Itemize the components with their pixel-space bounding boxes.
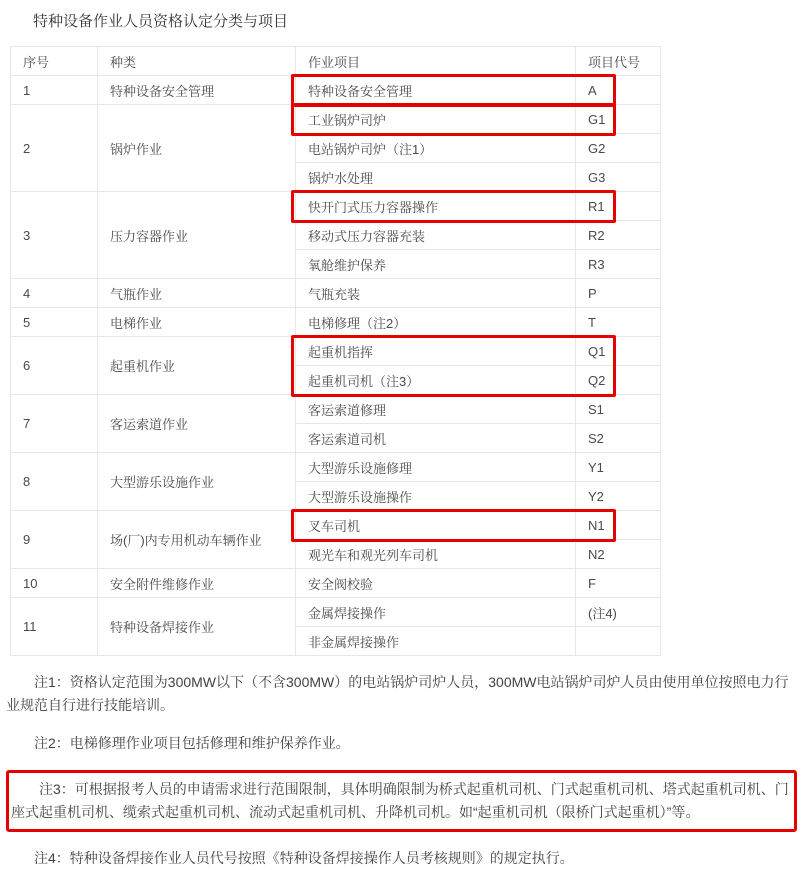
cell-code: F xyxy=(576,569,661,598)
cell-project: 锅炉水处理 xyxy=(296,163,576,192)
cell-code: S1 xyxy=(576,395,661,424)
column-header: 项目代号 xyxy=(576,47,661,76)
cell-project: 特种设备安全管理 xyxy=(296,76,576,105)
cell-category: 特种设备焊接作业 xyxy=(98,598,296,656)
cell-code: G1 xyxy=(576,105,661,134)
cell-code: R3 xyxy=(576,250,661,279)
note-2: 注2：电梯修理作业项目包括修理和维护保养作业。 xyxy=(34,735,350,751)
page-title: 特种设备作业人员资格认定分类与项目 xyxy=(33,13,289,30)
cell-project: 客运索道司机 xyxy=(296,424,576,453)
cell-code: S2 xyxy=(576,424,661,453)
cell-category: 压力容器作业 xyxy=(98,192,296,279)
cell-project: 叉车司机 xyxy=(296,511,576,540)
cell-code: R1 xyxy=(576,192,661,221)
cell-no: 4 xyxy=(11,279,98,308)
cell-code: Y1 xyxy=(576,453,661,482)
cell-code: G3 xyxy=(576,163,661,192)
cell-no: 1 xyxy=(11,76,98,105)
cell-project: 电站锅炉司炉（注1） xyxy=(296,134,576,163)
cell-no: 11 xyxy=(11,598,98,656)
column-header: 序号 xyxy=(11,47,98,76)
cell-no: 3 xyxy=(11,192,98,279)
cell-no: 8 xyxy=(11,453,98,511)
cell-code xyxy=(576,627,661,656)
cell-project: 氧舱维护保养 xyxy=(296,250,576,279)
cell-project: 金属焊接操作 xyxy=(296,598,576,627)
table-row xyxy=(11,279,661,308)
table-row xyxy=(11,395,661,424)
column-header: 作业项目 xyxy=(296,47,576,76)
cell-code: P xyxy=(576,279,661,308)
cell-project: 安全阀校验 xyxy=(296,569,576,598)
cell-no: 5 xyxy=(11,308,98,337)
table-row xyxy=(11,308,661,337)
cell-category: 气瓶作业 xyxy=(98,279,296,308)
cell-project: 大型游乐设施操作 xyxy=(296,482,576,511)
cell-code: G2 xyxy=(576,134,661,163)
table-row xyxy=(11,76,661,105)
cell-project: 快开门式压力容器操作 xyxy=(296,192,576,221)
cell-category: 特种设备安全管理 xyxy=(98,76,296,105)
cell-code: T xyxy=(576,308,661,337)
table-row xyxy=(11,569,661,598)
cell-category: 电梯作业 xyxy=(98,308,296,337)
cell-code: N2 xyxy=(576,540,661,569)
cell-project: 移动式压力容器充装 xyxy=(296,221,576,250)
cell-project: 大型游乐设施修理 xyxy=(296,453,576,482)
cell-project: 客运索道修理 xyxy=(296,395,576,424)
cell-code: A xyxy=(576,76,661,105)
cell-project: 起重机司机（注3） xyxy=(296,366,576,395)
note-3-highlight-box xyxy=(6,770,797,832)
cell-project: 工业锅炉司炉 xyxy=(296,105,576,134)
cell-no: 10 xyxy=(11,569,98,598)
cell-no: 9 xyxy=(11,511,98,569)
cell-code: Q1 xyxy=(576,337,661,366)
note-1: 注1：资格认定范围为300MW以下（不含300MW）的电站锅炉司炉人员，300MW电站锅炉司炉人员由使用单位按照电力行业规范自行进行技能培训。 xyxy=(6,674,789,713)
cell-project: 非金属焊接操作 xyxy=(296,627,576,656)
cell-category: 场(厂)内专用机动车辆作业 xyxy=(98,511,296,569)
table-row xyxy=(11,598,661,627)
cell-code: N1 xyxy=(576,511,661,540)
cell-project: 起重机指挥 xyxy=(296,337,576,366)
cell-category: 安全附件维修作业 xyxy=(98,569,296,598)
table-row xyxy=(11,105,661,134)
table-row xyxy=(11,453,661,482)
cell-code: R2 xyxy=(576,221,661,250)
cell-project: 气瓶充装 xyxy=(296,279,576,308)
cell-category: 锅炉作业 xyxy=(98,105,296,192)
cell-code: Y2 xyxy=(576,482,661,511)
qualification-table xyxy=(10,46,661,656)
cell-code: (注4) xyxy=(576,598,661,627)
column-header: 种类 xyxy=(98,47,296,76)
table-header-row xyxy=(11,47,661,76)
note-3: 注3：可根据报考人员的申请需求进行范围限制，具体明确限制为桥式起重机司机、门式起重机司机、塔式起重机司机、门座式起重机司机、缆索式起重机司机、流动式起重机司机、升降机司机。如“起重机司机（限桥门式起重机）”等。 xyxy=(11,781,789,820)
cell-category: 客运索道作业 xyxy=(98,395,296,453)
cell-no: 2 xyxy=(11,105,98,192)
cell-category: 大型游乐设施作业 xyxy=(98,453,296,511)
note-4: 注4：特种设备焊接作业人员代号按照《特种设备焊接操作人员考核规则》的规定执行。 xyxy=(34,850,574,866)
cell-no: 7 xyxy=(11,395,98,453)
table-row xyxy=(11,192,661,221)
cell-category: 起重机作业 xyxy=(98,337,296,395)
cell-no: 6 xyxy=(11,337,98,395)
cell-project: 电梯修理（注2） xyxy=(296,308,576,337)
cell-code: Q2 xyxy=(576,366,661,395)
table-row xyxy=(11,511,661,540)
cell-project: 观光车和观光列车司机 xyxy=(296,540,576,569)
table-row xyxy=(11,337,661,366)
notes-section xyxy=(6,671,797,870)
